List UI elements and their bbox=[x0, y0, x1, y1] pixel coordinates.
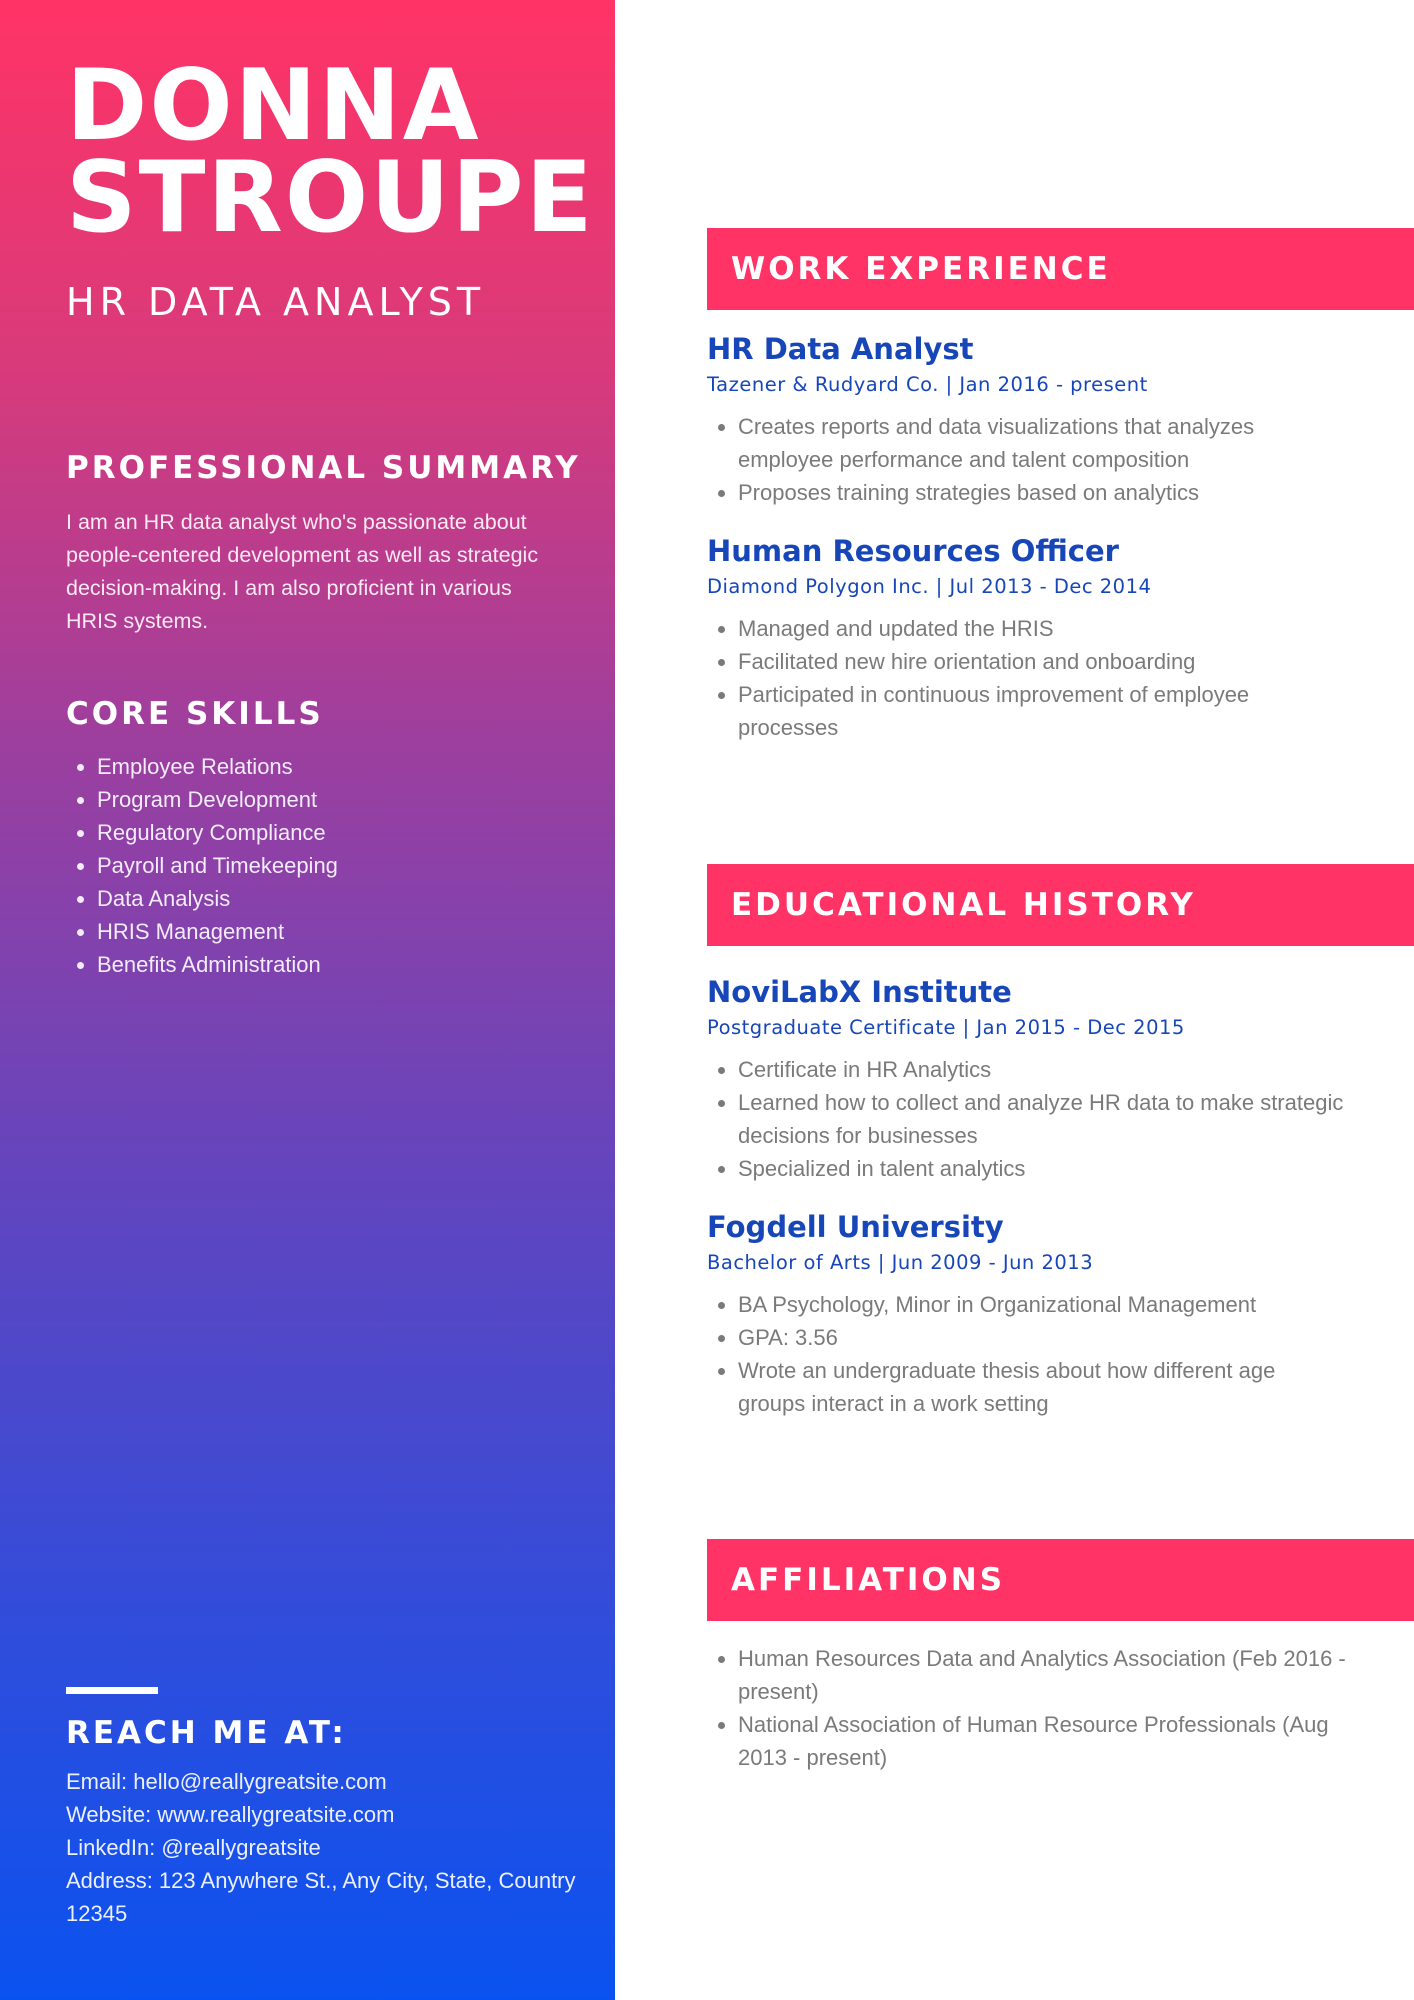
contact-email[interactable]: Email: hello@reallygreatsite.com bbox=[66, 1769, 387, 1794]
contact-address: Address: 123 Anywhere St., Any City, State, Country 12345 bbox=[66, 1868, 576, 1926]
education-entry bbox=[707, 1208, 1347, 1420]
entry-title: NoviLabX Institute bbox=[707, 975, 1012, 1009]
entry-bullets bbox=[707, 1053, 1347, 1185]
skills-list bbox=[66, 750, 338, 981]
work-experience-banner: WORK EXPERIENCE bbox=[707, 228, 1414, 310]
entry-meta: Tazener & Rudyard Co. | Jan 2016 - present bbox=[707, 373, 1148, 396]
contact-heading: REACH ME AT: bbox=[66, 1715, 347, 1751]
work-entry bbox=[707, 532, 1347, 744]
bullet-item: • Participated in continuous improvement of employee processes bbox=[738, 678, 1347, 744]
summary-heading: PROFESSIONAL SUMMARY bbox=[66, 450, 581, 486]
bullet-item: • Learned how to collect and analyze HR data to make strategic decisions for businesses bbox=[738, 1086, 1347, 1152]
skills-heading: CORE SKILLS bbox=[66, 696, 324, 732]
entry-title: Fogdell University bbox=[707, 1210, 1004, 1244]
entry-meta: Diamond Polygon Inc. | Jul 2013 - Dec 2014 bbox=[707, 575, 1152, 598]
education-entry bbox=[707, 973, 1347, 1185]
skill-item: • Regulatory Compliance bbox=[97, 816, 338, 849]
affiliations-banner: AFFILIATIONS bbox=[707, 1539, 1414, 1621]
skill-item: • Benefits Administration bbox=[97, 948, 338, 981]
work-entry bbox=[707, 330, 1347, 509]
bullet-item: • Facilitated new hire orientation and onboarding bbox=[738, 645, 1347, 678]
skill-item: • Data Analysis bbox=[97, 882, 338, 915]
skill-item: • Payroll and Timekeeping bbox=[97, 849, 338, 882]
bullet-item: • Certificate in HR Analytics bbox=[738, 1053, 1347, 1086]
affiliation-item: • Human Resources Data and Analytics Association (Feb 2016 - present) bbox=[738, 1642, 1378, 1708]
bullet-item: • GPA: 3.56 bbox=[738, 1321, 1347, 1354]
entry-meta: Bachelor of Arts | Jun 2009 - Jun 2013 bbox=[707, 1251, 1094, 1274]
contact-info bbox=[66, 1765, 586, 1930]
contact-website[interactable]: Website: www.reallygreatsite.com bbox=[66, 1802, 395, 1827]
affiliation-item: • National Association of Human Resource Professionals (Aug 2013 - present) bbox=[738, 1708, 1378, 1774]
contact-divider bbox=[66, 1687, 158, 1694]
bullet-item: • Wrote an undergraduate thesis about how different age groups interact in a work setting bbox=[738, 1354, 1347, 1420]
summary-text: I am an HR data analyst who's passionate about people-centered development as well as strategic decision-making. I am also proficient in various HRIS systems. bbox=[66, 510, 539, 633]
entry-title: HR Data Analyst bbox=[707, 332, 974, 366]
bullet-item: • Creates reports and data visualizations that analyzes employee performance and talent composition bbox=[738, 410, 1347, 476]
bullet-item: • Managed and updated the HRIS bbox=[738, 612, 1347, 645]
bullet-item: • Specialized in talent analytics bbox=[738, 1152, 1347, 1185]
affiliations-list bbox=[707, 1642, 1378, 1774]
candidate-name bbox=[66, 49, 595, 255]
skill-item: • HRIS Management bbox=[97, 915, 338, 948]
entry-bullets bbox=[707, 410, 1347, 509]
bullet-item: • Proposes training strategies based on analytics bbox=[738, 476, 1347, 509]
entry-bullets bbox=[707, 1288, 1347, 1420]
education-banner: EDUCATIONAL HISTORY bbox=[707, 864, 1414, 946]
last-name: STROUPE bbox=[66, 141, 595, 255]
sidebar bbox=[0, 0, 615, 2000]
contact-linkedin[interactable]: LinkedIn: @reallygreatsite bbox=[66, 1835, 321, 1860]
first-name: DONNA bbox=[66, 49, 481, 163]
entry-title: Human Resources Officer bbox=[707, 534, 1119, 568]
skill-item: • Employee Relations bbox=[97, 750, 338, 783]
entry-meta: Postgraduate Certificate | Jan 2015 - Dec 2015 bbox=[707, 1016, 1185, 1039]
entry-bullets bbox=[707, 612, 1347, 744]
bullet-item: • BA Psychology, Minor in Organizational Management bbox=[738, 1288, 1347, 1321]
skill-item: • Program Development bbox=[97, 783, 338, 816]
job-title: HR DATA ANALYST bbox=[66, 280, 486, 324]
